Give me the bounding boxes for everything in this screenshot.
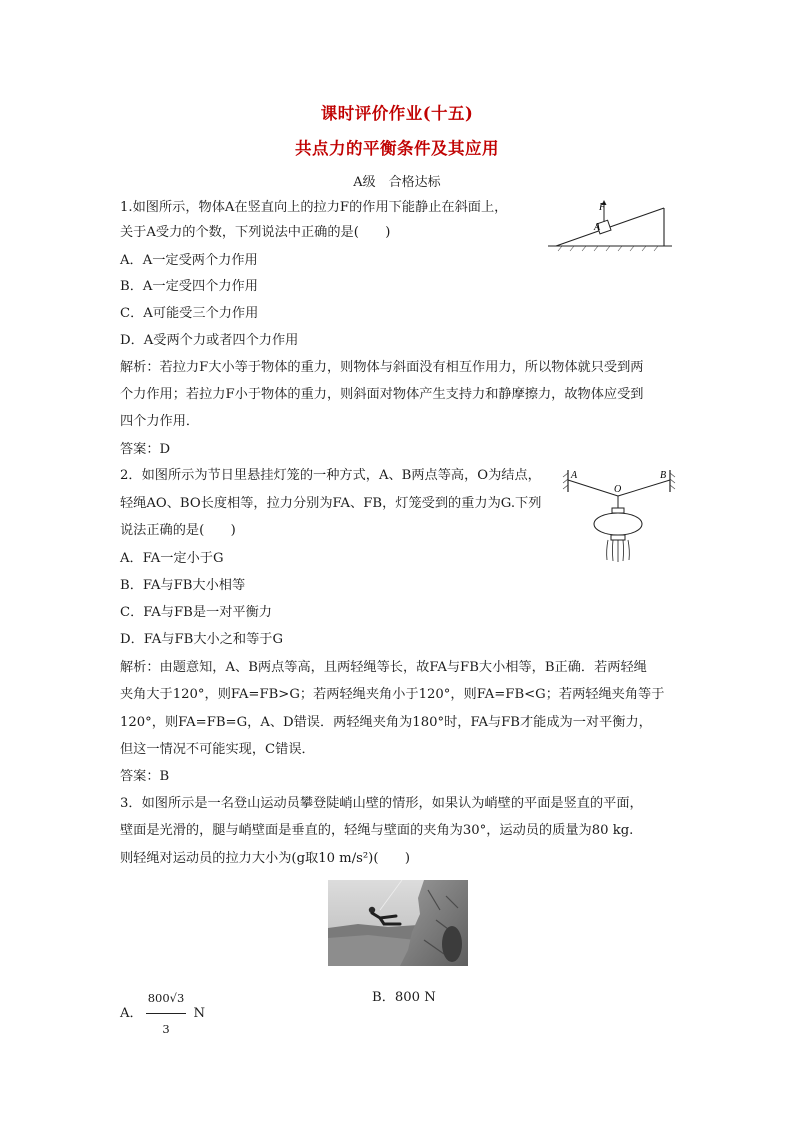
q1-option-b: B．A一定受四个力作用 [120, 279, 258, 294]
page-subtitle: 共点力的平衡条件及其应用 [295, 139, 499, 158]
q2-option-b: B．FA与FB大小相等 [120, 578, 246, 593]
q3-stem-line3: 则轻绳对运动员的拉力大小为(g取10 m/s²)( ) [120, 851, 410, 866]
incline-figure [548, 194, 674, 252]
q3-option-a [120, 984, 205, 1043]
q3-option-a-fraction [146, 984, 187, 1043]
q2-option-c: C．FA与FB是一对平衡力 [120, 605, 272, 620]
ground-hatch [558, 246, 658, 251]
q1-option-c: C．A可能受三个力作用 [120, 306, 259, 321]
q2-option-d: D．FA与FB大小之和等于G [120, 632, 283, 647]
lantern-tassels [607, 540, 630, 562]
rope-ao [568, 480, 618, 496]
q2-stem-line2: 轻绳AO、BO长度相等，拉力分别为FA、FB，灯笼受到的重力为G.下列 [120, 496, 542, 511]
q1-analysis-line2: 个力作用；若拉力F小于物体的重力，则斜面对物体产生支持力和静摩擦力，故物体应受到 [120, 387, 644, 402]
q3-option-a-prefix: A． [120, 1006, 143, 1021]
label-a: A [571, 470, 578, 481]
q2-analysis-line1: 解析：由题意知，A、B两点等高，且两轻绳等长，故FA与FB大小相等，B正确．若两轻绳 [120, 660, 647, 675]
label-o: O [614, 484, 622, 495]
q2-stem-line3: 说法正确的是( ) [120, 523, 236, 538]
q1-option-a: A．A一定受两个力作用 [120, 253, 258, 268]
rock-shadow [442, 926, 462, 962]
climber-photo [328, 880, 468, 966]
lantern-body [594, 513, 642, 535]
q2-analysis-line4: 但这一情况不可能实现，C错误． [120, 742, 315, 757]
q1-answer: 答案：D [120, 442, 171, 457]
label-b: B [660, 470, 667, 481]
wall-left-hatch [563, 473, 568, 489]
q1-analysis-line3: 四个力作用． [120, 414, 200, 429]
fraction-numerator: 800√3 [146, 984, 187, 1014]
q2-answer: 答案：B [120, 769, 170, 784]
label-a: A [594, 222, 601, 233]
level-heading: A级 合格达标 [353, 175, 441, 190]
q2-analysis-line2: 夹角大于120°，则FA=FB>G；若两轻绳夹角小于120°，则FA=FB<G；若两轻绳夹角等于 [120, 687, 665, 702]
q3-stem-line1: 3．如图所示是一名登山运动员攀登陡峭山壁的情形，如果认为峭壁的平面是竖直的平面， [120, 796, 643, 811]
q1-stem-line2: 关于A受力的个数，下列说法中正确的是( ) [120, 225, 391, 240]
q2-analysis-line3: 120°，则FA=FB=G，A、D错误．两轻绳夹角为180°时，FA与FB才能成为一对平衡力， [120, 715, 652, 730]
q2-stem-line1: 2．如图所示为节日里悬挂灯笼的一种方式，A、B两点等高，O为结点， [120, 468, 541, 483]
lantern-base [611, 535, 625, 540]
q1-option-d: D．A受两个力或者四个力作用 [120, 333, 299, 348]
wall-right-hatch [670, 473, 675, 489]
lantern-figure [560, 466, 678, 566]
label-f: F [599, 202, 606, 213]
q3-option-b: B．800 N [372, 990, 436, 1005]
rope-bo [618, 480, 670, 496]
page-title: 课时评价作业(十五) [320, 104, 474, 123]
q1-analysis-line1: 解析：若拉力F大小等于物体的重力，则物体与斜面没有相互作用力，所以物体就只受到两 [120, 360, 644, 375]
q2-option-a: A．FA一定小于G [120, 551, 224, 566]
q1-stem-line1: 1.如图所示，物体A在竖直向上的拉力F的作用下能静止在斜面上， [120, 200, 508, 215]
q3-option-a-unit: N [193, 1006, 206, 1021]
lantern-cap [612, 508, 624, 513]
fraction-denominator: 3 [162, 1022, 170, 1036]
q3-stem-line2: 壁面是光滑的，腿与峭壁面是垂直的，轻绳与壁面的夹角为30°，运动员的质量为80 kg. [120, 823, 634, 838]
